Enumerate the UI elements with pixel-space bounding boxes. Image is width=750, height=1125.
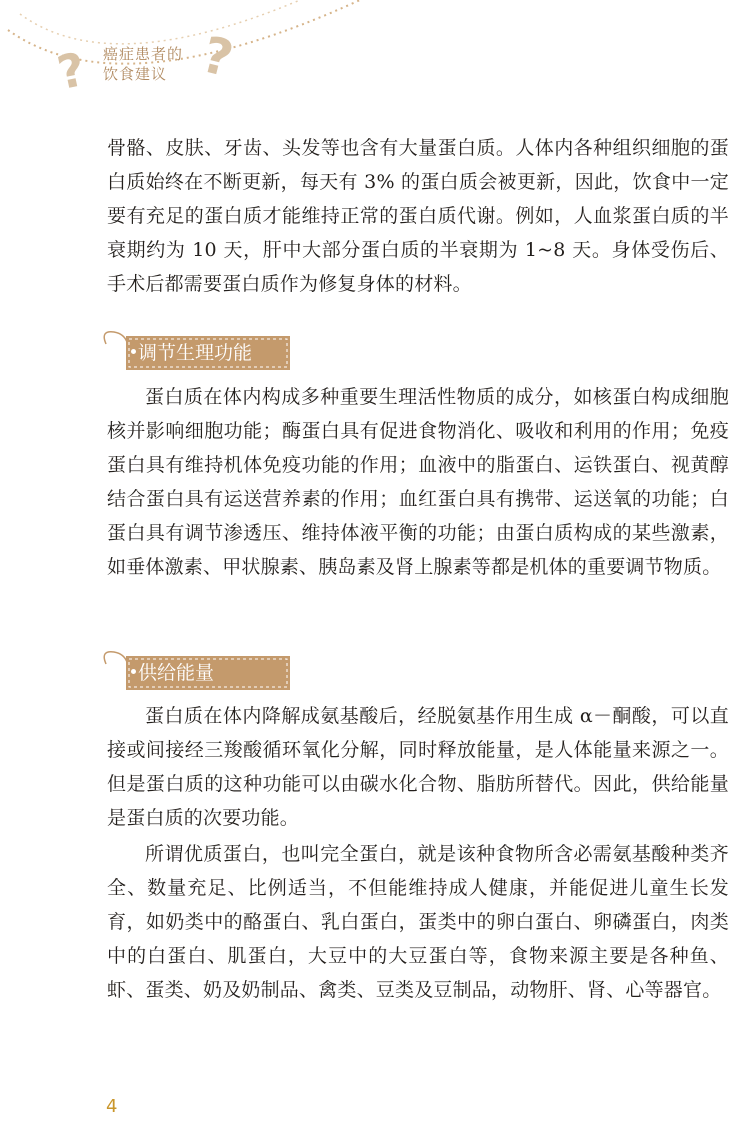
question-mark-icon: ? <box>196 25 239 89</box>
chapter-title <box>103 44 183 84</box>
section-paragraph: 蛋白质在体内降解成氨基酸后，经脱氨基作用生成 α－酮酸，可以直接或间接经三羧酸循环氧化分解，同时释放能量，是人体能量来源之一。但是蛋白质的这种功能可以由碳水化合物、脂肪所替代。因此，供给能量是蛋白质的次要功能。 <box>107 705 729 829</box>
section-tag-energy <box>100 648 300 696</box>
section-paragraph: 所谓优质蛋白，也叫完全蛋白，就是该种食物所含必需氨基酸种类齐全、数量充足、比例适当，不但能维持成人健康，并能促进儿童生长发育，如奶类中的酪蛋白、乳白蛋白，蛋类中的卵白蛋白、卵磷蛋白，肉类中的白蛋白、肌蛋白，大豆中的大豆蛋白等，食物来源主要是各种鱼、虾、蛋类、奶及奶制品、禽类、豆类及豆制品，动物肝、肾、心等器官。 <box>107 843 729 1001</box>
intro-paragraph: 骨骼、皮肤、牙齿、头发等也含有大量蛋白质。人体内各种组织细胞的蛋白质始终在不断更新，每天有 3% 的蛋白质会被更新，因此，饮食中一定要有充足的蛋白质才能维持正常的蛋白质代谢。例如，人血浆蛋白质的半衰期约为 10 天，肝中大部分蛋白质的半衰期为 1~8 天。身体受伤后、手术后都需要蛋白质作为修复身体的材料。 <box>107 137 729 295</box>
section-title: 调节生理功能 <box>138 342 253 364</box>
chapter-title-line1: 癌症患者的 <box>103 45 184 63</box>
question-mark-icon: ? <box>52 41 91 101</box>
bullet-dot-icon <box>131 349 136 354</box>
chapter-title-line2: 饮食建议 <box>103 65 168 83</box>
section-paragraph: 蛋白质在体内构成多种重要生理活性物质的成分，如核蛋白构成细胞核并影响细胞功能；酶蛋白具有促进食物消化、吸收和利用的作用；免疫蛋白具有维持机体免疫功能的作用；血液中的脂蛋白、运铁蛋白、视黄醇结合蛋白具有运送营养素的作用；血红蛋白具有携带、运送氧的功能；白蛋白具有调节渗透压、维持体液平衡的功能；由蛋白质构成的某些激素，如垂体激素、甲状腺素、胰岛素及肾上腺素等都是机体的重要调节物质。 <box>107 386 729 578</box>
section-tag-regulation <box>100 328 300 376</box>
bullet-dot-icon <box>131 669 136 674</box>
section-title: 供给能量 <box>138 662 215 684</box>
page-number: 4 <box>106 1096 118 1117</box>
chapter-header <box>0 0 380 110</box>
